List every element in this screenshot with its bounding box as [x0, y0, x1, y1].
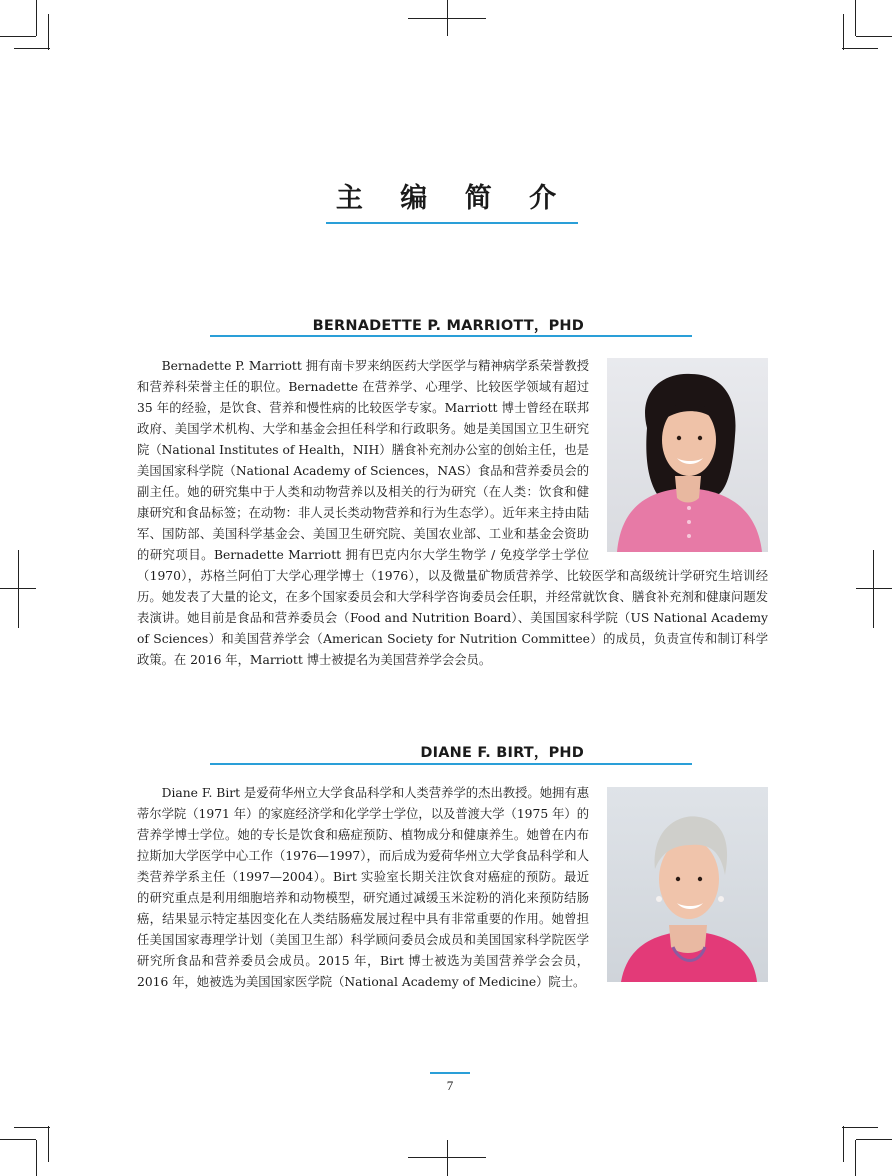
author-name-birt: DIANE F. BIRT，PHD	[420, 745, 584, 761]
author-name-underline	[210, 335, 692, 337]
title-underline	[326, 222, 578, 224]
author-bio-marriott: Bernadette P. Marriott 拥有南卡罗来纳医药大学医学与精神病学系荣誉教授和营养科荣誉主任的职位。Bernadette 在营养学、心理学、比较医学领域有超过 35 年的经验，是饮食、营养和慢性病的比较医学专家。Marriott 博士曾经在联邦政府、美国学术机构、大学和基金会担任科学和行政职务。她是美国国立卫生研究院（National Institutes of Health，NIH）膳食补充剂办公室的创始主任，也是美国国家科学院（National Academy of Sciences，NAS）食品和营养委员会的副主任。她的研究集中于人类和动物营养以及相关的行为研究（在人类：饮食和健康研究和食品标签；在动物：非人灵长类动物营养和行为生态学）。近年来主持由陆军、国防部、美国科学基金会、美国卫生研究院、美国农业部、工业和基金会资助的研究项目。Bernadette Marriott 拥有巴克内尔大学生物学 / 免疫学学士学位（1970），苏格兰阿伯丁大学心理学博士（1976），以及微量矿物质营养学、比较医学和高级统计学研究生培训经历。她发表了大量的论文，在多个国家委员会和大学科学咨询委员会任职，并经常就饮食、膳食补充剂和健康问题发表演讲。她目前是食品和营养委员会（Food and Nutrition Board）、美国国家科学院（US National Academy of Sciences）和美国营养学会（American Society for Nutrition Committee）的成员，负责宣传和制订科学政策。在 2016 年，Marriott 博士被提名为美国营养学会会员。	[137, 359, 768, 667]
portrait-woman-gray-hair-icon	[607, 787, 768, 982]
author-bio-birt: Diane F. Birt 是爱荷华州立大学食品科学和人类营养学的杰出教授。她拥有惠蒂尔学院（1971 年）的家庭经济学和化学学士学位，以及普渡大学（1975 年）的营养学博士学位。她的专长是饮食和癌症预防、植物成分和健康养生。她曾在内布拉斯加大学医学中心工作（1976—1997），而后成为爱荷华州立大学食品科学和人类营养学系主任（1997—2004）。Birt 实验室长期关注饮食对癌症的预防。最近的研究重点是利用细胞培养和动物模型，研究通过减缓玉米淀粉的消化来预防结肠癌，结果显示特定基因变化在人类结肠癌发展过程中具有非常重要的作用。她曾担任美国国家毒理学计划（美国卫生部）科学顾问委员会成员和美国国家科学院医学研究所食品和营养委员会成员。2015 年，Birt 博士被选为美国营养学会会员，2016 年，她被选为美国国家医学院（National Academy of Medicine）院士。	[137, 786, 589, 989]
page-number: 7	[446, 1078, 454, 1093]
author-photo-marriott	[607, 358, 768, 552]
author-name-marriott: BERNADETTE P. MARRIOTT，PHD	[312, 318, 584, 334]
page-title: 主 编 简 介	[335, 183, 571, 214]
portrait-woman-dark-hair-icon	[607, 358, 768, 552]
author-photo-birt	[607, 787, 768, 982]
author-section-birt	[137, 783, 768, 993]
author-name-underline	[210, 763, 692, 765]
author-section-marriott	[137, 356, 768, 671]
page-number-rule	[430, 1072, 470, 1074]
